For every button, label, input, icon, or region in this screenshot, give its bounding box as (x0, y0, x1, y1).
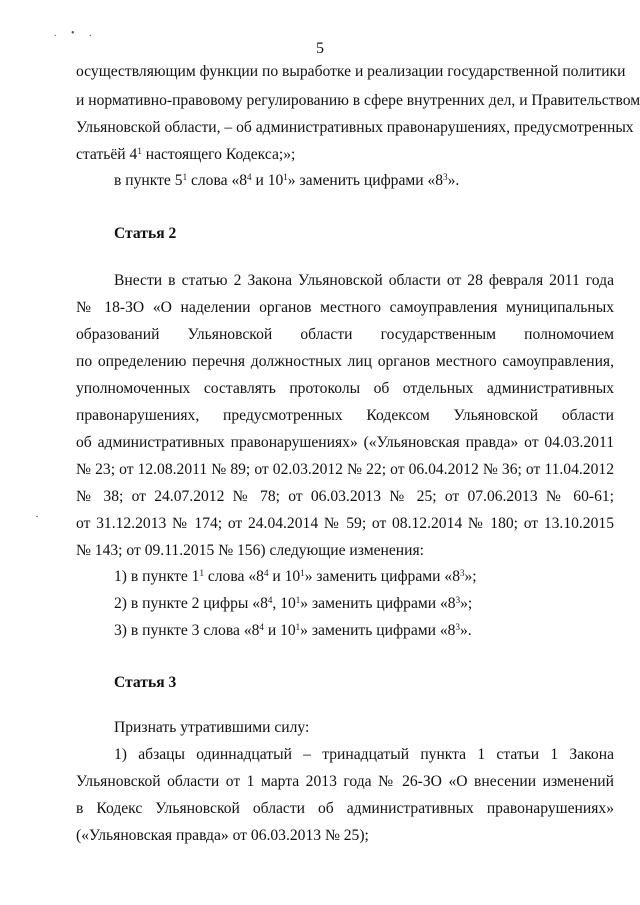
article-3-line: Признать утратившими силу: (114, 719, 310, 736)
intro-line: Ульяновской области, – об административных правонарушениях, предусмотренных (76, 119, 634, 136)
scan-marks: . • . (54, 28, 98, 39)
article-2-line: № 38; от 24.07.2012 № 78; от 06.03.2013 № 25; от 07.06.2013 № 60-61; (76, 488, 614, 505)
article-2-item: 2) в пункте 2 цифры «$8^4$, $10^1$» заменить цифрами «$8^3$»; (114, 595, 473, 612)
article-2-line: № 23; от 12.08.2011 № 89; от 02.03.2012 № 22; от 06.04.2012 № 36; от 11.04.2012 (76, 461, 614, 478)
article-2-heading: Статья 2 (114, 225, 177, 242)
page-number: 5 (316, 40, 324, 57)
article-2-line: Внести в статью 2 Закона Ульяновской области от 28 февраля 2011 года (114, 272, 614, 289)
article-2-line: правонарушениях, предусмотренных Кодексом Ульяновской области (76, 407, 614, 424)
article-2-line: № 143; от 09.11.2015 № 156) следующие изменения: (76, 542, 424, 559)
article-2-line: по определению перечня должностных лиц органов местного самоуправления, (76, 353, 614, 370)
article-2-item: 3) в пункте 3 слова «$8^4$ и $10^1$» заменить цифрами «$8^3$». (114, 622, 472, 639)
article-3-line: 1) абзацы одиннадцатый – тринадцатый пункта 1 статьи 1 Закона (114, 746, 614, 763)
article-3-line: Ульяновской области от 1 марта 2013 года № 26-ЗО «О внесении изменений (76, 773, 614, 790)
article-2-line: от 31.12.2013 № 174; от 24.04.2014 № 59; от 08.12.2014 № 180; от 13.10.2015 (76, 515, 614, 532)
article-2-line: об административных правонарушениях» («Ульяновская правда» от 04.03.2011 (76, 434, 614, 451)
article-3-heading: Статья 3 (114, 674, 177, 691)
intro-line: и нормативно-правовому регулированию в сфере внутренних дел, и Правительством (76, 92, 640, 109)
intro-line: статьёй $4^1$ настоящего Кодекса;»; (76, 146, 296, 163)
margin-tick (36, 516, 38, 517)
article-2-line: образований Ульяновской области государственным полномочием (76, 326, 614, 343)
article-3-line: в Кодекс Ульяновской области об административных правонарушениях» (76, 800, 614, 817)
intro-line: в пункте $5^1$ слова «$8^4$ и $10^1$» заменить цифрами «$8^3$». (114, 172, 460, 189)
article-2-item: 1) в пункте $1^1$ слова «$8^4$ и $10^1$» заменить цифрами «$8^3$»; (114, 568, 477, 585)
article-2-line: уполномоченных составлять протоколы об отдельных административных (76, 380, 614, 397)
article-3-line: («Ульяновская правда» от 06.03.2013 № 25); (76, 827, 369, 844)
intro-line: осуществляющим функции по выработке и реализации государственной политики (76, 63, 626, 80)
article-2-line: № 18-ЗО «О наделении органов местного самоуправления муниципальных (76, 299, 614, 316)
